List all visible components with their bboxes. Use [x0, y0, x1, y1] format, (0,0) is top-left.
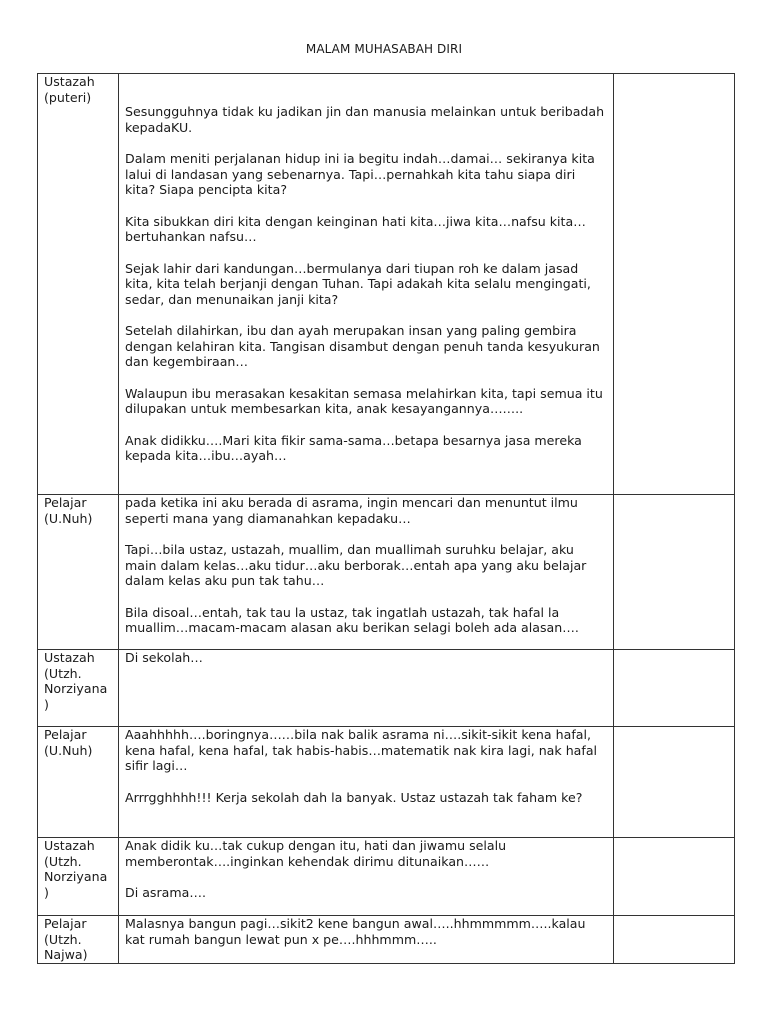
speaker-name: (Utzh. [44, 665, 82, 681]
dialogue-paragraph: Sejak lahir dari kandungan…bermulanya dari tiupan roh ke dalam jasad kita, kita telah berjanji dengan Tuhan. Tapi adakah kita selalu mengingati, sedar, dan menunaikan janji kita? [125, 260, 591, 307]
dialogue-paragraph: Anak didik ku…tak cukup dengan itu, hati dan jiwamu selalu memberontak….inginkan kehendak dirimu ditunaikan…… [125, 838, 507, 869]
script-table [37, 73, 735, 964]
dialogue-paragraph: Arrrgghhhh!!! Kerja sekolah dah la banyak. Ustaz ustazah tak faham ke? [125, 789, 583, 805]
speaker-cell [38, 916, 119, 964]
dialogue-paragraph: pada ketika ini aku berada di asrama, ingin mencari dan menuntut ilmu seperti mana yang diamanahkan kepadaku… [125, 495, 578, 526]
table-row [38, 650, 735, 727]
speaker-role: Pelajar [44, 495, 87, 510]
dialogue-cell [119, 650, 614, 727]
dialogue-paragraph: Tapi…bila ustaz, ustazah, muallim, dan muallimah suruhku belajar, aku main dalam kelas…aku tidur…aku berborak…entah apa yang aku belajar dalam kelas aku pun tak tahu… [125, 542, 587, 588]
speaker-name: Norziyana [44, 681, 108, 696]
speaker-cell [38, 727, 119, 838]
dialogue-paragraph: Dalam meniti perjalanan hidup ini ia begitu indah…damai… sekiranya kita lalui di landasan yang sebenarnya. Tapi…pernahkah kita tahu siapa diri kita? Siapa pencipta kita? [125, 151, 595, 197]
dialogue-paragraph: Setelah dilahirkan, ibu dan ayah merupakan insan yang paling gembira dengan kelahiran kita. Tangisan disambut dengan penuh tanda kesyukuran dan kegembiraan… [125, 323, 600, 369]
notes-cell [614, 916, 735, 964]
speaker-cell [38, 838, 119, 916]
speaker-name: Najwa) [44, 947, 88, 962]
speaker-cell [38, 650, 119, 727]
table-row [38, 916, 735, 964]
notes-cell [614, 838, 735, 916]
dialogue-paragraph: Aaahhhhh….boringnya……bila nak balik asrama ni….sikit-sikit kena hafal, kena hafal, kena hafal, tak habis-habis…matematik nak kira lagi, nak hafal sifir lagi… [125, 727, 598, 773]
speaker-name: (Utzh. [44, 931, 82, 947]
speaker-cell [38, 495, 119, 650]
page-title: MALAM MUHASABAH DIRI [305, 42, 463, 56]
speaker-role: Ustazah [44, 74, 95, 89]
dialogue-paragraph: Di sekolah… [125, 650, 203, 665]
dialogue-paragraph: Malasnya bangun pagi…sikit2 kene bangun awal…..hhmmmmm…..kalau kat rumah bangun lewat pun x pe….hhhmmm….. [125, 916, 586, 947]
notes-cell [614, 74, 735, 495]
dialogue-cell [119, 495, 614, 650]
notes-cell [614, 495, 735, 650]
speaker-name: (U.Nuh) [44, 742, 93, 758]
speaker-name: ) [44, 884, 49, 900]
dialogue-cell [119, 727, 614, 838]
speaker-name: (Utzh. [44, 853, 82, 869]
speaker-role: Pelajar [44, 916, 87, 931]
speaker-name: (puteri) [44, 89, 92, 105]
notes-cell [614, 650, 735, 727]
speaker-role: Pelajar [44, 727, 87, 742]
table-row [38, 74, 735, 495]
speaker-role: Ustazah [44, 838, 95, 853]
notes-cell [614, 727, 735, 838]
speaker-name: Norziyana [44, 869, 108, 884]
table-row [38, 495, 735, 650]
speaker-name: (U.Nuh) [44, 510, 93, 526]
dialogue-paragraph: Kita sibukkan diri kita dengan keinginan hati kita…jiwa kita…nafsu kita…bertuhankan nafsu… [125, 213, 586, 244]
speaker-cell [38, 74, 119, 495]
dialogue-paragraph: Bila disoal…entah, tak tau la ustaz, tak ingatlah ustazah, tak hafal la muallim…macam-macam alasan aku berikan selagi boleh ada alasan…. [125, 604, 579, 635]
dialogue-paragraph: Walaupun ibu merasakan kesakitan semasa melahirkan kita, tapi semua itu dilupakan untuk membesarkan kita, anak kesayangannya…….. [125, 385, 603, 416]
dialogue-cell [119, 838, 614, 916]
dialogue-cell [119, 916, 614, 964]
table-row [38, 727, 735, 838]
dialogue-paragraph: Sesungguhnya tidak ku jadikan jin dan manusia melainkan untuk beribadah kepadaKU. [125, 104, 605, 135]
dialogue-cell [119, 74, 614, 495]
speaker-role: Ustazah [44, 650, 95, 665]
dialogue-paragraph: Di asrama…. [125, 885, 206, 900]
dialogue-paragraph: Anak didikku….Mari kita fikir sama-sama…betapa besarnya jasa mereka kepada kita…ibu…ayah… [125, 432, 582, 463]
table-row [38, 838, 735, 916]
speaker-name: ) [44, 696, 49, 712]
